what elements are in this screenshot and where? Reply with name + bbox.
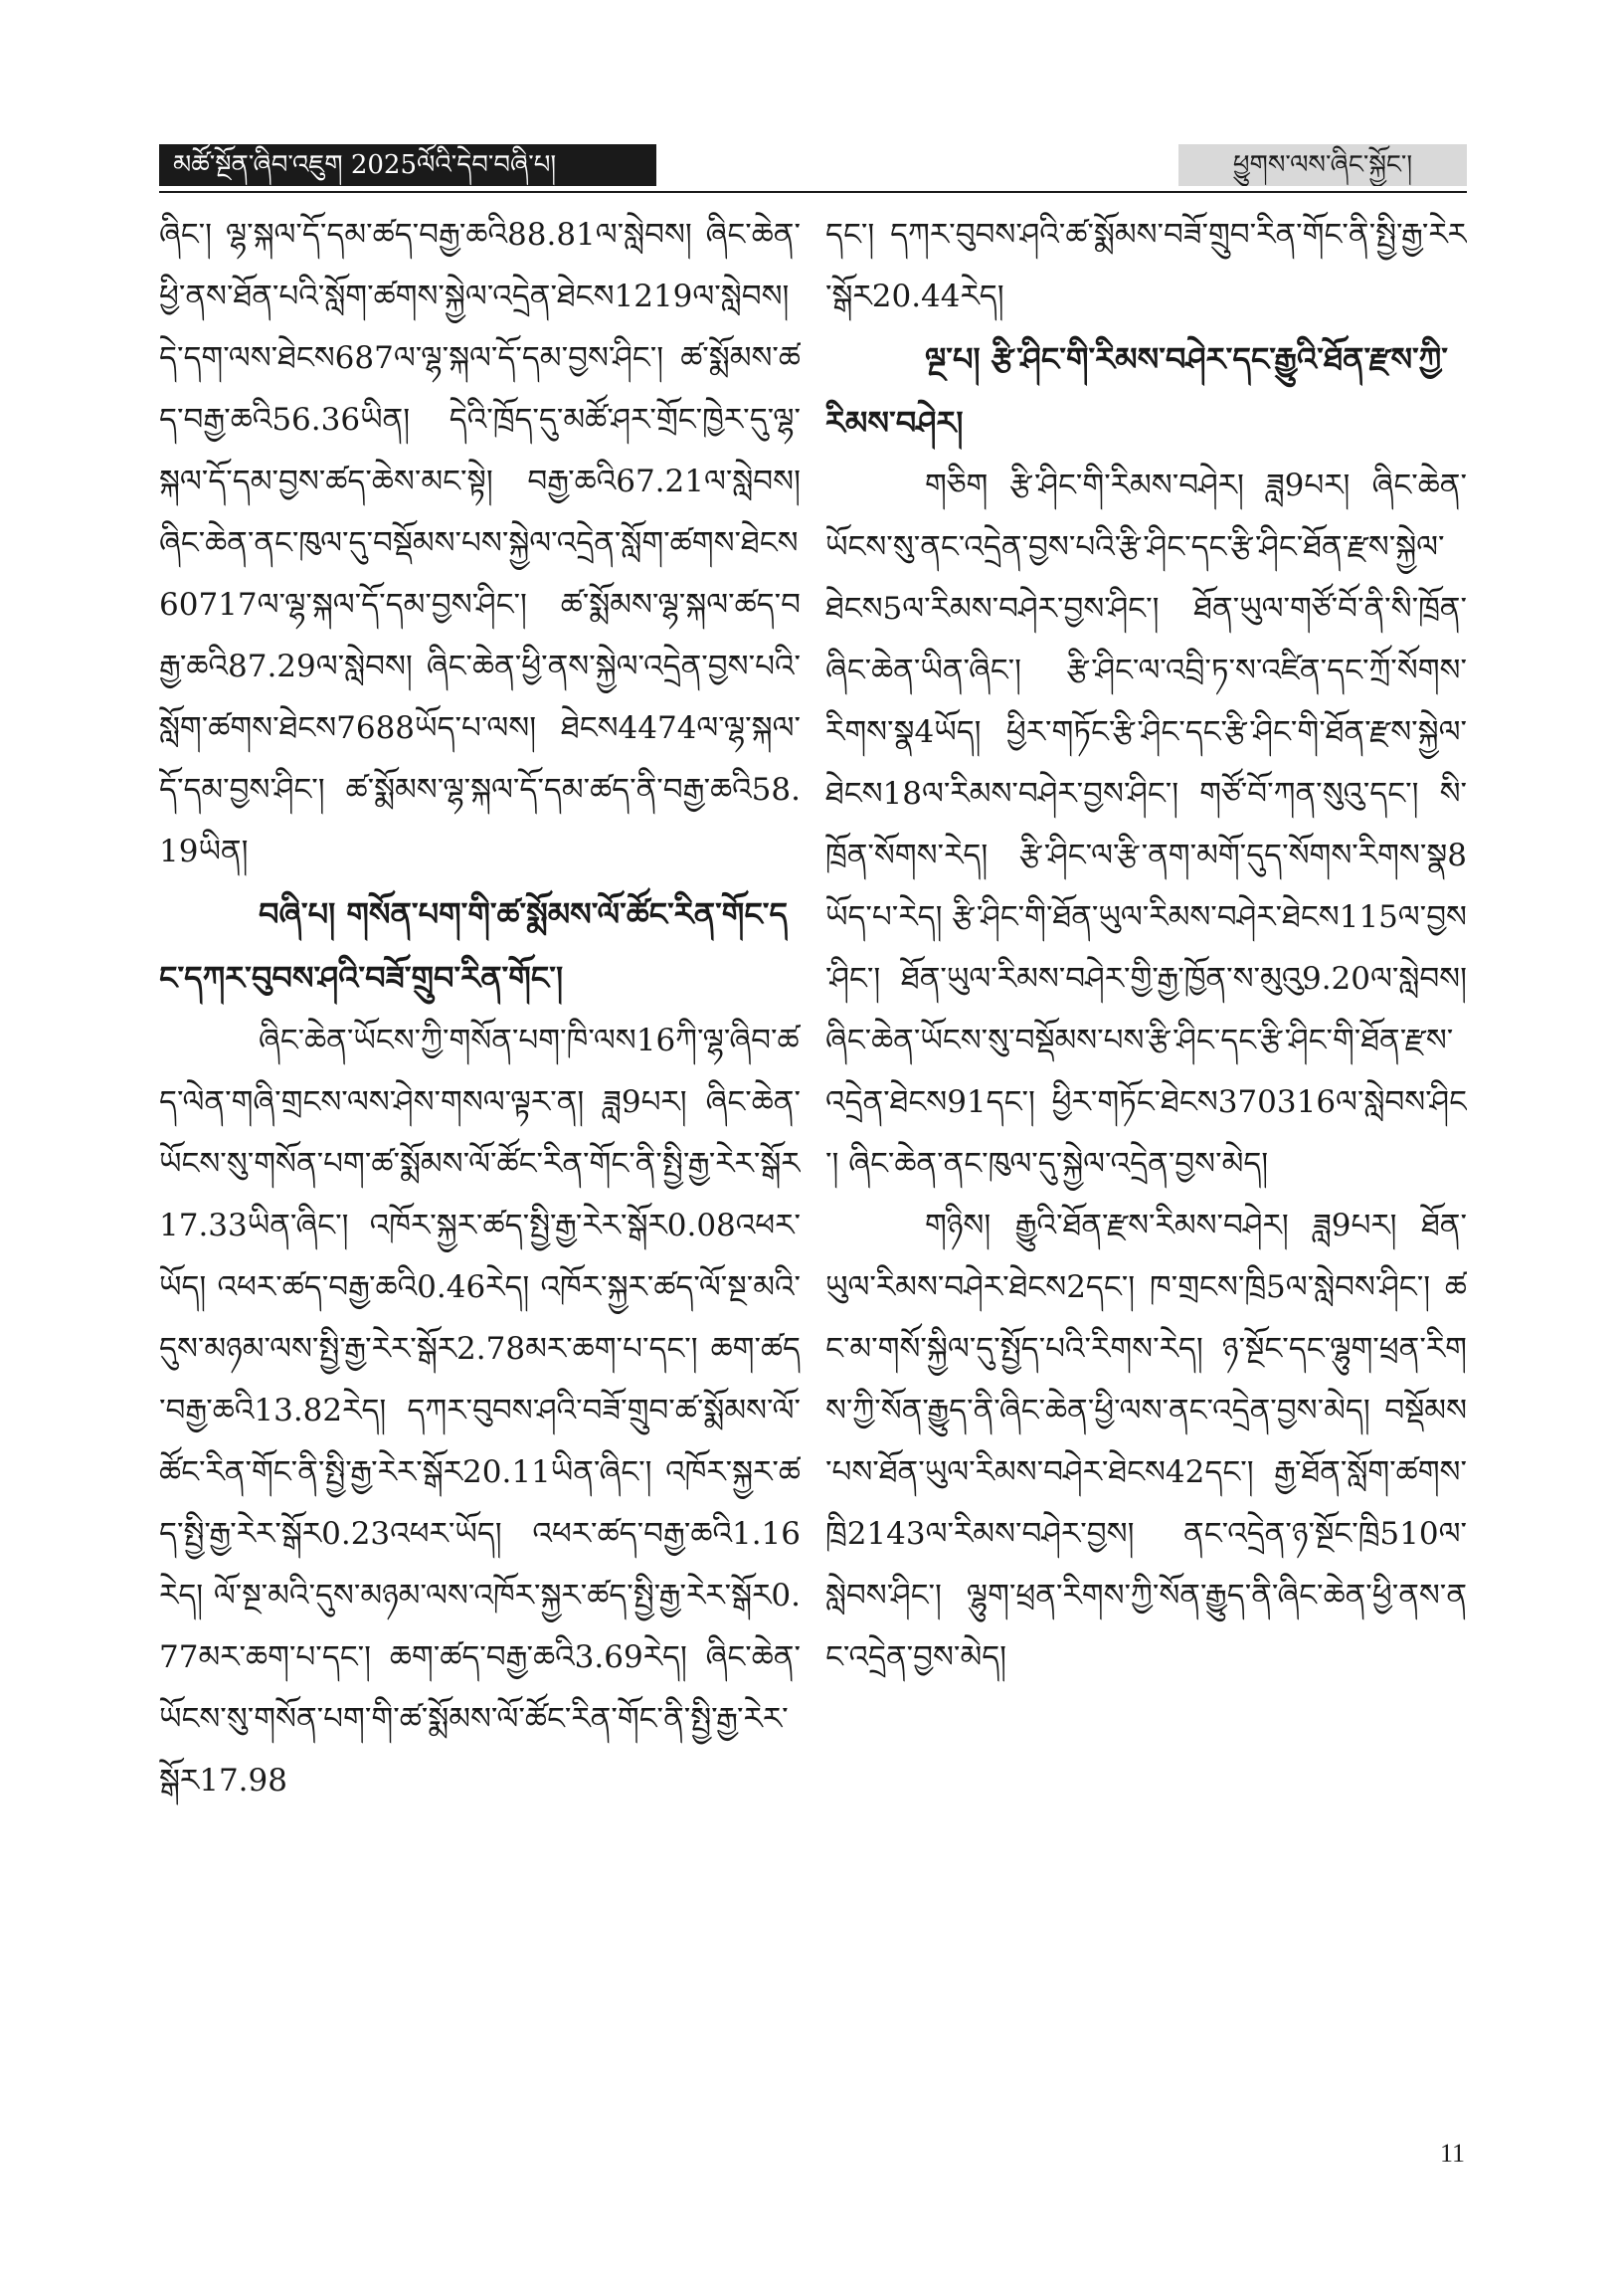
paragraph: གཉིས། རྒྱུའི་ཐོན་རྫས་རིམས་བཤེར། ཟླ9པར། ཐོན་ཡུལ་རིམས་བཤེར་ཐེངས2དང་། ཁ་གྲངས་ཁྲི5ལ་སླེབས་ཤིང་། ཚང་མ་གསོ་སྐྱིལ་དུ་སྤྱོད་པའི་རིགས་རེད། ཉ་སྔོང་དང་ལྷུག་ཕྲན་རིགས་ཀྱི་སོན་རྒྱུད་ནི་ཞིང་ཆེན་ཕྱི་ལས་ནང་འདྲེན་བྱས་མེད། བསྡོམས་པས་ཐོན་ཡུལ་རིམས་བཤེར་ཐེངས42དང་། རྒྱ་ཐོན་སློག་ཚགས་ཁྲི2143ལ་རིམས་བཤེར་བྱས། ནང་འདྲེན་ཉ་སྔོང་ཁྲི510ལ་སླེབས་ཤིང་། ལྷུག་ཕྲན་རིགས་ཀྱི་སོན་རྒྱུད་ནི་ཞིང་ཆེན་ཕྱི་ནས་ནང་འདྲེན་བྱས་མེད། xyxy=(825,1208,1467,1675)
paragraph: ཞིང་། ལྷ་སྐལ་དོ་དམ་ཚད་བརྒྱ་ཆའི88.81ལ་སླེབས། ཞིང་ཆེན་ཕྱི་ནས་ཐོན་པའི་སློག་ཚགས་སྐྱེལ་འདྲེན་ཐེངས1219ལ་སླེབས། དེ་དག་ལས་ཐེངས687ལ་ལྷ་སྐལ་དོ་དམ་བྱས་ཤིང་། ཚ་སྨོམས་ཚད་བརྒྱ་ཆའི56.36ཡིན། དེའི་ཁྲོད་དུ་མཚོ་ཤར་གྲོང་ཁྱེར་དུ་ལྷ་སྐལ་དོ་དམ་བྱས་ཚད་ཆེས་མང་སྟེ། བརྒྱ་ཆའི67.21ལ་སླེབས། ཞིང་ཆེན་ནང་ཁུལ་དུ་བསྡོམས་པས་སྐྱེལ་འདྲེན་སློག་ཚགས་ཐེངས60717ལ་ལྷ་སྐལ་དོ་དམ་བྱས་ཤིང་། ཚ་སྨོམས་ལྷ་སྐལ་ཚད་བརྒྱ་ཆའི87.29ལ་སླེབས། ཞིང་ཆེན་ཕྱི་ནས་སྐྱེལ་འདྲེན་བྱས་པའི་སློག་ཚགས་ཐེངས7688ཡོད་པ་ལས། ཐེངས4474ལ་ལྷ་སྐལ་དོ་དམ་བྱས་ཤིང་། ཚ་སྨོམས་ལྷ་སྐལ་དོ་དམ་ཚད་ནི་བརྒྱ་ཆའི58.19ཡིན། xyxy=(159,217,801,869)
journal-title-banner: མཚོ་སྔོན་ཞིབ་འཇུག 2025ལོའི་དེབ་བཞི་པ། xyxy=(159,144,656,186)
page-number: 11 xyxy=(1439,2139,1465,2168)
section-heading: ལྔ་པ། རྩི་ཤིང་གི་རིམས་བཤེར་དང་རྒྱུའི་ཐོན་རྫས་ཀྱི་རིམས་བཤེར། xyxy=(825,340,1449,442)
paragraph: དང་། དཀར་བུབས་ཤའི་ཚ་སྨོམས་བཟོ་གྲུབ་རིན་གོང་ནི་སྤྱི་རྒྱ་རེར་སྒོར20.44རེད། xyxy=(825,217,1467,314)
right-column xyxy=(825,204,1467,2124)
paragraph: གཅིག རྩི་ཤིང་གི་རིམས་བཤེར། ཟླ9པར། ཞིང་ཆེན་ཡོངས་སུ་ནང་འདྲེན་བྱས་པའི་རྩི་ཤིང་དང་རྩི་ཤིང་ཐོན་རྫས་སྐྱེལ་ཐེངས5ལ་རིམས་བཤེར་བྱས་ཤིང་། ཐོན་ཡུལ་གཙོ་བོ་ནི་སི་ཁྲོན་ཞིང་ཆེན་ཡིན་ཞིང་། རྩི་ཤིང་ལ་འབྲི་ཏ་ས་འཛིན་དང་ཀྲོ་སོགས་རིགས་སྣ4ཡོད། ཕྱིར་གཏོང་རྩི་ཤིང་དང་རྩི་ཤིང་གི་ཐོན་རྫས་སྐྱེལ་ཐེངས18ལ་རིམས་བཤེར་བྱས་ཤིང་། གཙོ་བོ་ཀན་སུའུ་དང་། སི་ཁྲོན་སོགས་རེད། རྩི་ཤིང་ལ་རྩི་ནག་མགོ་དུད་སོགས་རིགས་སྣ8ཡོད་པ་རེད། རྩི་ཤིང་གི་ཐོན་ཡུལ་རིམས་བཤེར་ཐེངས115ལ་བྱས་ཤིང་། ཐོན་ཡུལ་རིམས་བཤེར་གྱི་རྒྱ་ཁྱོན་ས་མུའུ9.20ལ་སླེབས། ཞིང་ཆེན་ཡོངས་སུ་བསྡོམས་པས་རྩི་ཤིང་དང་རྩི་ཤིང་གི་ཐོན་རྫས་འདྲེན་ཐེངས91དང་། ཕྱིར་གཏོང་ཐེངས370316ལ་སླེབས་ཤིང་། ཞིང་ཆེན་ནང་ཁུལ་དུ་སྐྱེལ་འདྲེན་བྱས་མེད། xyxy=(825,468,1467,1182)
section-title-banner: ཕྱུགས་ལས་ཞིང་སྐྱོང་། xyxy=(1178,144,1467,186)
section-heading: བཞི་པ། གསོན་པག་གི་ཚ་སྨོམས་ལོ་ཚོང་རིན་གོང་དང་དཀར་བུབས་ཤའི་བཟོ་གྲུབ་རིན་གོང་། xyxy=(159,895,789,997)
header-rule xyxy=(159,191,1467,193)
paragraph: ཞིང་ཆེན་ཡོངས་ཀྱི་གསོན་པག་ཁི་ལས16ཀི་ལྷ་ཞིབ་ཚད་ལེན་གཞི་གྲངས་ལས་ཤེས་གསལ་ལྟར་ན། ཟླ9པར། ཞིང་ཆེན་ཡོངས་སུ་གསོན་པག་ཚ་སྨོམས་ལོ་ཚོང་རིན་གོང་ནི་སྤྱི་རྒྱ་རེར་སྒོར17.33ཡིན་ཞིང་། འཁོར་སྐྱར་ཚད་སྤྱི་རྒྱ་རེར་སྒོར0.08འཕར་ཡོད། འཕར་ཚད་བརྒྱ་ཆའི0.46རེད། འཁོར་སྐྱར་ཚད་ལོ་སྔ་མའི་དུས་མཉམ་ལས་སྤྱི་རྒྱ་རེར་སྒོར2.78མར་ཆག་པ་དང་། ཆག་ཚད་བརྒྱ་ཆའི13.82རེད། དཀར་བུབས་ཤའི་བཟོ་གྲུབ་ཚ་སྨོམས་ལོ་ཚོང་རིན་གོང་ནི་སྤྱི་རྒྱ་རེར་སྒོར20.11ཡིན་ཞིང་། འཁོར་སྐྱར་ཚད་སྤྱི་རྒྱ་རེར་སྒོར0.23འཕར་ཡོད། འཕར་ཚད་བརྒྱ་ཆའི1.16རེད། ལོ་སྔ་མའི་དུས་མཉམ་ལས་འཁོར་སྐྱར་ཚད་སྤྱི་རྒྱ་རེར་སྒོར0.77མར་ཆག་པ་དང་། ཆག་ཚད་བརྒྱ་ཆའི3.69རེད། ཞིང་ཆེན་ཡོངས་སུ་གསོན་པག་གི་ཚ་སྨོམས་ལོ་ཚོང་རིན་གོང་ནི་སྤྱི་རྒྱ་རེར་སྒོར17.98 xyxy=(159,1023,801,1799)
page-header xyxy=(159,144,1467,186)
left-column xyxy=(159,204,801,2124)
